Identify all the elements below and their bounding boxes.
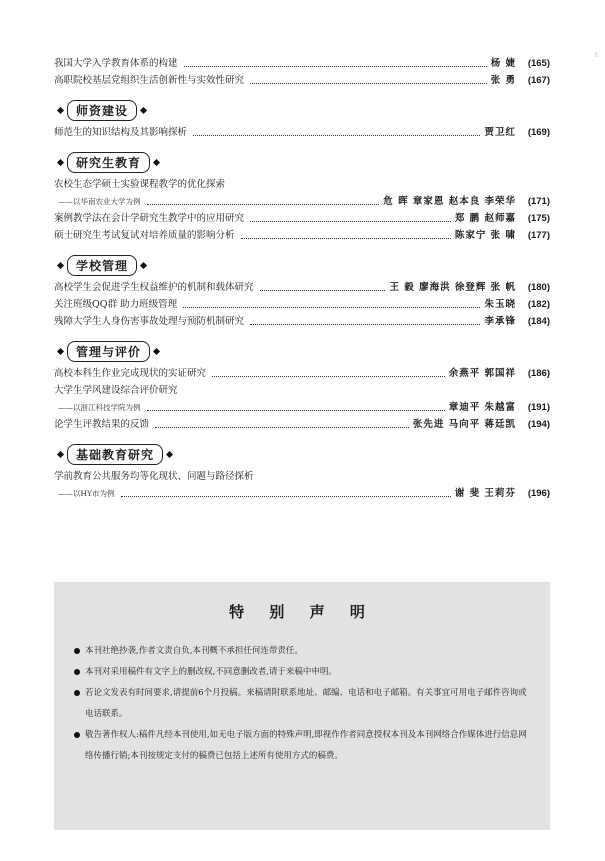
entry-title: 高校本科生作业完成现状的实证研究 <box>54 368 207 379</box>
entry-page: (196) <box>527 488 550 499</box>
diamond-icon <box>57 158 64 165</box>
leader-dots <box>212 376 445 377</box>
diamond-icon <box>166 450 173 457</box>
toc-entry[interactable] <box>54 75 550 87</box>
notice-text: 本刊对采用稿件有文字上的删改权,不同意删改者,请于来稿中申明。 <box>85 667 337 677</box>
entry-authors: 陈家宁 张 啸 <box>454 230 516 241</box>
entry-title: 高职院校基层党组织生活创新性与实效性研究 <box>54 75 245 86</box>
section-title: 学校管理 <box>67 255 137 276</box>
entry-subtitle: ——以HY市为例 <box>58 489 115 498</box>
entry-page: (177) <box>527 230 550 241</box>
bullet-icon <box>74 732 80 738</box>
entry-title: 农校生态学硕士实验课程教学的优化探索 <box>54 179 226 190</box>
leader-dots <box>260 290 386 291</box>
entry-page: (165) <box>527 58 550 69</box>
notice-text: 敬告著作权人:稿件凡经本刊使用,如无电子版方面的特殊声明,即视作作者同意授权本刊及本刊网络合作媒体进行信息网络传播行销;本刊按规定支付的稿费已包括上述所有使用方式的稿费。 <box>85 730 527 761</box>
entry-authors: 张 勇 <box>490 75 516 86</box>
diamond-icon <box>140 106 147 113</box>
entry-page: (175) <box>527 213 550 224</box>
entry-page: (191) <box>527 402 550 413</box>
notice-text: 本刊社绝抄袭,作者文责自负,本刊概不承担任何连带责任。 <box>85 646 303 656</box>
entry-page: (184) <box>527 316 550 327</box>
section-title: 研究生教育 <box>67 152 150 173</box>
toc-entry[interactable] <box>54 316 550 328</box>
entry-page: (182) <box>527 299 550 310</box>
entry-authors: 余燕平 郭国祥 <box>448 368 516 379</box>
entry-authors: 谢 斐 王莉芬 <box>454 488 516 499</box>
entry-title: 高校学生会促进学生权益维护的机制和载体研究 <box>54 282 254 293</box>
notice-item <box>74 641 534 662</box>
leader-dots <box>250 221 451 222</box>
diamond-icon <box>57 450 64 457</box>
leader-dots <box>147 410 445 411</box>
notice-list <box>74 641 534 767</box>
bullet-icon <box>74 690 80 696</box>
table-of-contents <box>54 58 550 505</box>
entry-authors: 王 毅 廖海洪 徐登辉 张 帆 <box>389 282 516 293</box>
entry-subtitle: ——以华南农业大学为例 <box>58 197 141 206</box>
entry-title: 师范生的知识结构及其影响探析 <box>54 127 188 138</box>
notice-item <box>74 662 534 683</box>
section-heading-school-management <box>54 254 550 276</box>
toc-entry[interactable] <box>54 230 550 242</box>
toc-section-continued <box>54 58 550 87</box>
section-title: 基础教育研究 <box>67 444 163 465</box>
entry-page: (186) <box>527 368 550 379</box>
entry-authors: 危 晖 章家恩 赵本良 李荣华 <box>383 196 516 207</box>
toc-entry[interactable] <box>54 282 550 294</box>
entry-page: (167) <box>527 75 550 86</box>
section-title: 管理与评价 <box>67 341 150 362</box>
page-corner-mark: ε <box>594 50 599 60</box>
entry-title: 硕士研究生考试复试对培养质量的影响分析 <box>54 230 235 241</box>
section-heading-management-evaluation <box>54 340 550 362</box>
leader-dots <box>183 307 480 308</box>
diamond-icon <box>153 158 160 165</box>
section-heading-basic-education <box>54 443 550 465</box>
special-notice-box <box>54 582 550 830</box>
entry-page: (171) <box>527 196 550 207</box>
toc-entry[interactable] <box>54 368 550 380</box>
entry-page: (180) <box>527 282 550 293</box>
toc-entry[interactable] <box>54 179 550 208</box>
section-title: 师资建设 <box>67 100 137 121</box>
entry-authors: 杨 婕 <box>490 58 516 69</box>
entry-authors: 贾卫红 <box>484 127 516 138</box>
entry-subtitle: ——以浙江科技学院为例 <box>58 403 141 412</box>
toc-entry[interactable] <box>54 213 550 225</box>
bullet-icon <box>74 669 80 675</box>
leader-dots <box>250 324 480 325</box>
notice-item <box>74 725 534 767</box>
toc-entry[interactable] <box>54 385 550 414</box>
leader-dots <box>155 427 409 428</box>
entry-title: 我国大学入学教育体系的构建 <box>54 58 178 69</box>
notice-item <box>74 683 534 725</box>
entry-title: 残障大学生人身伤害事故处理与预防机制研究 <box>54 316 245 327</box>
diamond-icon <box>57 261 64 268</box>
entry-page: (169) <box>527 127 550 138</box>
entry-title: 学前教育公共服务均等化现状、问题与路径探析 <box>54 471 254 482</box>
notice-title: 特 别 声 明 <box>229 603 375 621</box>
toc-entry[interactable] <box>54 419 550 431</box>
bullet-icon <box>74 648 80 654</box>
leader-dots <box>250 83 487 84</box>
section-heading-teachers <box>54 99 550 121</box>
entry-authors: 章迪平 朱越富 <box>448 402 516 413</box>
leader-dots <box>121 496 451 497</box>
toc-entry[interactable] <box>54 58 550 70</box>
entry-title: 论学生评教结果的反馈 <box>54 419 150 430</box>
toc-entry[interactable] <box>54 299 550 311</box>
leader-dots <box>147 204 380 205</box>
entry-authors: 张先进 马向平 蒋廷凯 <box>412 419 516 430</box>
diamond-icon <box>57 106 64 113</box>
entry-title: 关注班级QQ群 助力班级管理 <box>54 299 178 310</box>
section-heading-graduate <box>54 151 550 173</box>
diamond-icon <box>140 261 147 268</box>
entry-page: (194) <box>527 419 550 430</box>
entry-authors: 李承锋 <box>484 316 516 327</box>
entry-authors: 郑 鹏 赵师嘉 <box>454 213 516 224</box>
entry-title: 大学生学风建设综合评价研究 <box>54 385 178 396</box>
diamond-icon <box>153 347 160 354</box>
leader-dots <box>193 135 480 136</box>
leader-dots <box>241 238 451 239</box>
toc-entry[interactable] <box>54 471 550 500</box>
entry-title: 案例教学法在会计学研究生教学中的应用研究 <box>54 213 245 224</box>
diamond-icon <box>57 347 64 354</box>
toc-entry[interactable] <box>54 127 550 139</box>
entry-authors: 朱玉晓 <box>484 299 516 310</box>
notice-text: 若论文发表有时间要求,请提前6个月投稿。来稿请附联系地址、邮编、电话和电子邮箱。有关事宜可用电子邮件咨询或电话联系。 <box>85 688 527 719</box>
leader-dots <box>184 66 487 67</box>
